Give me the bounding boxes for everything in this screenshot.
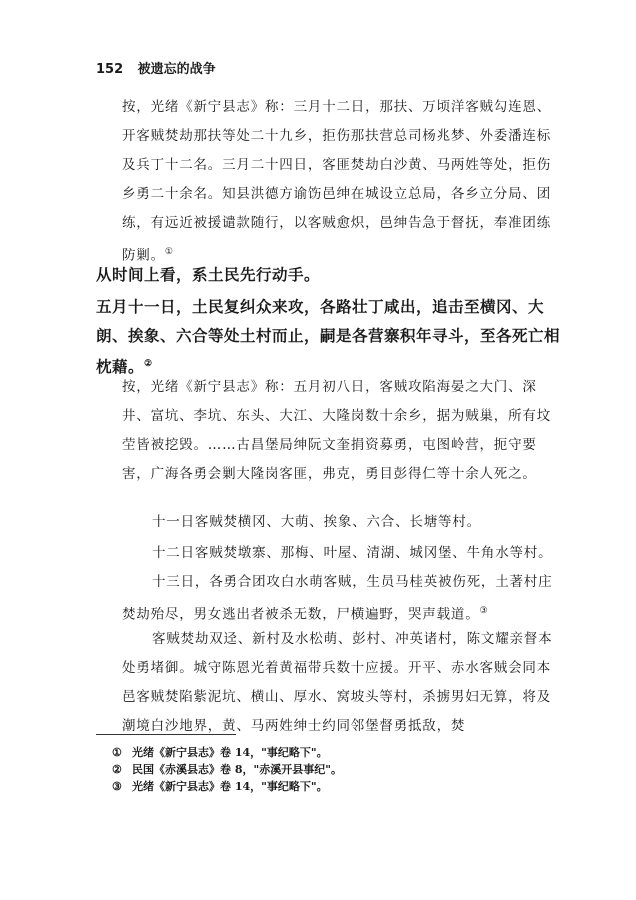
main-paragraph-1: 从时间上看，系土民先行动手。 bbox=[96, 265, 321, 284]
quote-paragraph-5: 十三日，各勇合团攻白水萌客贼，生员马桂英被伤死，土著村庄焚劫殆尽，男女逃出者被杀无数，尸横遍野，哭声载道。③ bbox=[122, 574, 553, 623]
footnote-2: ② 民国《赤溪县志》卷 8，"赤溪开县事纪"。 bbox=[112, 763, 342, 776]
book-title: 被遗忘的战争 bbox=[137, 62, 216, 77]
footnote-3: ③ 光绪《新宁县志》卷 14，"事纪略下"。 bbox=[112, 780, 328, 793]
footnote-ref: ① bbox=[164, 247, 174, 257]
main-paragraph-2: 五月十一日，土民复纠众来攻，各路壮丁咸出，追击至横冈、大朗、挨象、六合等处土村而止，嗣是各营寨积年寻斗，至各死亡相枕藉。② bbox=[96, 297, 561, 377]
footnote-divider bbox=[96, 734, 236, 735]
running-header bbox=[96, 58, 216, 77]
quote-paragraph-6: 客贼焚劫双迳、新村及水松萌、彭村、冲英诸村，陈文耀亲督本处勇堵御。城守陈恩光着黄福带兵数十应援。开平、赤水客贼会同本邑客贼焚陷紫泥坑、横山、厚水、窝坡头等村，杀掳男妇无算，将及潮境白沙地界，黄、马两姓绅士约同邻堡督勇抵敌，焚 bbox=[122, 631, 553, 734]
quote-paragraph-4: 十二日客贼焚墩寨、那梅、叶屋、清湖、城冈堡、牛角水等村。 bbox=[152, 545, 553, 561]
footnote-1: ① 光绪《新宁县志》卷 14，"事纪略下"。 bbox=[112, 746, 328, 759]
footnote-ref: ③ bbox=[479, 606, 489, 616]
quote-paragraph-1: 按，光绪《新宁县志》称：三月十二日，那扶、万顷洋客贼勾连恩、开客贼焚劫那扶等处二十九乡，拒伤那扶营总司杨兆梦、外委潘连标及兵丁十二名。三月二十四日，客匪焚劫白沙黄、马两姓等处，拒伤乡勇二十余名。知县洪德方谕饬邑绅在城设立总局，各乡立分局、团练，有远近被援谴款随行，以客贼愈炽，邑绅告急于督抚，奉准团练防剿。① bbox=[122, 99, 551, 264]
footnote-ref: ② bbox=[144, 359, 153, 369]
page-number: 152 bbox=[96, 62, 124, 77]
quote-paragraph-2: 按，光绪《新宁县志》称：五月初八日，客贼攻陷海晏之大门、深井、富坑、李坑、东头、大江、大隆岗数十余乡，据为贼巢，所有坟茔皆被挖毁。……古昌堡局绅阮文奎捐资募勇，屯图岭营，扼守要害，广海各勇会剿大隆岗客匪，弗克，勇目彭得仁等十余人死之。 bbox=[122, 379, 551, 482]
quote-paragraph-3: 十一日客贼焚横冈、大萌、挨象、六合、长塘等村。 bbox=[152, 514, 481, 530]
